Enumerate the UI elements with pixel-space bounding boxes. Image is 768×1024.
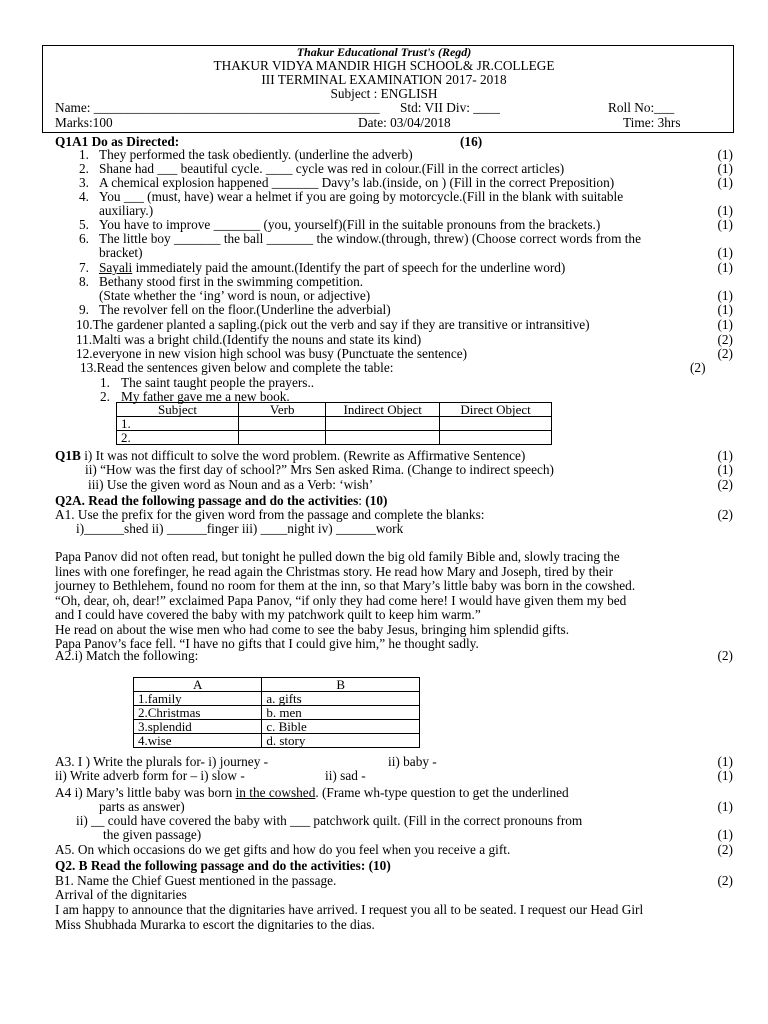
q2b-heading: Q2. B Read the following passage and do the activities: (10): [55, 858, 391, 873]
q2a-a3-plurals-ii: ii) baby -: [388, 754, 437, 769]
q2a-heading-marks-sep: :: [358, 493, 362, 508]
q2a-a5-marks: (2): [717, 842, 733, 857]
table-cell: 3.splendid: [134, 720, 262, 734]
passage-line: “Oh, dear, oh, dear!” exclaimed Papa Panov, “if only they had come here! I would have given them my bed: [55, 592, 627, 608]
q1b-ii-marks: (1): [717, 462, 733, 477]
q2a-a4-i-marks: (1): [717, 799, 733, 814]
q2b-b1-marks: (2): [717, 873, 733, 888]
q1a-item-marks: (1): [717, 175, 733, 190]
q2a-a4-i-text: A4 i) Mary’s little baby was born: [55, 785, 236, 800]
q1b-iii: iii) Use the given word as Noun and as a Verb: ‘wish’: [88, 477, 374, 492]
q1a-item-number: 2.: [79, 161, 89, 176]
q13-text: 13.Read the sentences given below and complete the table:: [80, 360, 394, 375]
table-row: [117, 417, 552, 431]
q2a-a4-i-cont: parts as answer): [99, 799, 185, 814]
table-cell[interactable]: [440, 431, 552, 445]
th-subject: Subject: [117, 403, 239, 417]
q1a-item-number: 3.: [79, 175, 89, 190]
q1a-marks: (16): [460, 134, 483, 149]
q2a-a4-ii-cont: the given passage): [103, 827, 202, 842]
table-row: [134, 720, 420, 734]
table-row: [134, 706, 420, 720]
q8-marks: (1): [717, 288, 733, 303]
q13-table: [116, 402, 552, 445]
table-cell[interactable]: [326, 431, 440, 445]
q2a-a2-marks: (2): [717, 648, 733, 663]
q2a-a3-plurals: A3. I ) Write the plurals for- i) journey -: [55, 754, 269, 769]
q2a-heading-marks: (10): [361, 493, 388, 508]
q2a-a3-adverb: ii) Write adverb form for – i) slow -: [55, 768, 245, 783]
q9-text: The revolver fell on the floor.(Underline the adverbial): [99, 302, 391, 317]
table-cell: c. Bible: [262, 720, 420, 734]
q1b-ii: ii) “How was the first day of school?” Mrs Sen asked Rima. (Change to indirect speech): [85, 462, 554, 477]
table-cell: 2.: [117, 431, 239, 445]
q1a-item-text: A chemical explosion happened _______ Davy’s lab.(inside, on ) (Fill in the correct Preposition): [99, 175, 615, 190]
q1a-item-marks: (1): [717, 217, 733, 232]
table-cell: b. men: [262, 706, 420, 720]
q1b-i-marks: (1): [717, 448, 733, 463]
passage-line: He read on about the wise men who had come to see the baby Jesus, bringing him splendid gifts.: [55, 621, 570, 637]
passage-line: journey to Bethlehem, found no room for them at the inn, so that Mary’s little baby was born in the cowshed.: [55, 578, 636, 593]
q2a-a5: A5. On which occasions do we get gifts and how do you feel when you receive a gift.: [55, 842, 511, 857]
q2a-a3-adverb-marks: (1): [717, 768, 733, 783]
school-name: THAKUR VIDYA MANDIR HIGH SCHOOL& JR.COLLEGE: [213, 58, 555, 73]
th-verb: Verb: [239, 403, 326, 417]
q8-instruction: (State whether the ‘ing’ word is noun, or adjective): [99, 288, 371, 303]
q2a-a2: A2.i) Match the following:: [55, 648, 199, 663]
q13-s1-num: 1.: [100, 375, 110, 390]
q1b-i-text: i) It was not difficult to solve the word problem. (Rewrite as Affirmative Sentence): [80, 448, 526, 463]
th-indirect-object: Indirect Object: [326, 403, 440, 417]
q2a-a1-blanks: i)______shed ii) ______finger iii) ____night iv) ______work: [76, 521, 404, 536]
q10-marks: (1): [717, 317, 733, 332]
table-row: [117, 431, 552, 445]
q1a-item-text: bracket): [99, 245, 143, 260]
q1a-item-number: 4.: [79, 189, 89, 204]
q1b-iii-marks: (2): [717, 477, 733, 492]
table-row: [134, 734, 420, 748]
marks: Marks:100: [55, 115, 113, 130]
match-table: [133, 677, 420, 748]
th-direct-object: Direct Object: [440, 403, 552, 417]
q9-num: 9.: [79, 302, 89, 317]
q13-s2-num: 2.: [100, 389, 110, 404]
q12-marks: (2): [717, 346, 733, 361]
match-header-b: B: [262, 678, 420, 692]
q1a-item-marks: (1): [717, 161, 733, 176]
q1a-item-text: Shane had ___ beautiful cycle. ____ cycle was red in colour.(Fill in the correct articles): [99, 161, 565, 176]
q11-marks: (2): [717, 332, 733, 347]
q2b-title: Arrival of the dignitaries: [55, 887, 187, 902]
passage-line: Papa Panov did not often read, but tonight he pulled down the big old family Bible and, slowly tracing the: [55, 549, 620, 564]
q1a-item-number: 6.: [79, 231, 89, 246]
q1a-item-text: The little boy _______ the ball _______ the window.(through, threw) (Choose correct words from the: [99, 231, 641, 246]
subject-line: Subject : ENGLISH: [330, 86, 438, 101]
table-cell: 2.Christmas: [134, 706, 262, 720]
q1a-item-text: You have to improve _______ (you, yourself)(Fill in the suitable pronouns from the brackets.): [99, 217, 601, 232]
q13-sentence-2: My father gave me a new book.: [121, 389, 290, 404]
passage-line: Papa Panov’s face fell. “I have no gifts that I could give him,” he thought sadly.: [55, 636, 479, 651]
q1a-item-number: 5.: [79, 217, 89, 232]
passage-line: I am happy to announce that the dignitaries have arrived. I request you all to be seated. I request our Head Girl: [55, 902, 644, 917]
q2a-heading-text: Q2A. Read the following passage and do the activities: [55, 493, 359, 508]
table-cell: d. story: [262, 734, 420, 748]
q11-text: 11.Malti was a bright child.(Identify the nouns and state its kind): [76, 332, 422, 347]
q7-rest: immediately paid the amount.(Identify the part of speech for the underline word): [132, 260, 566, 275]
passage-line: lines with one forefinger, he read again the Christmas story. He read how Mary and Joseph, tired by their: [55, 563, 614, 579]
q1b-label: Q1B: [55, 448, 81, 463]
q2a-a3-adverb-ii: ii) sad -: [325, 768, 366, 783]
q1a-item-text: They performed the task obediently. (underline the adverb): [99, 147, 413, 162]
q8-num: 8.: [79, 274, 89, 289]
exam-date: Date: 03/04/2018: [358, 115, 451, 130]
table-cell[interactable]: [239, 417, 326, 431]
q1a-item-marks: (1): [717, 147, 733, 162]
trust-name: Thakur Educational Trust's (Regd): [296, 45, 472, 59]
q2b-b1: B1. Name the Chief Guest mentioned in the passage.: [55, 873, 337, 888]
q2a-heading: [55, 494, 387, 507]
table-cell[interactable]: [440, 417, 552, 431]
q2a-a3-plurals-marks: (1): [717, 754, 733, 769]
table-cell: a. gifts: [262, 692, 420, 706]
std-div: Std: VII Div: ____: [400, 100, 500, 115]
q12-text: 12.everyone in new vision high school was busy (Punctuate the sentence): [76, 346, 468, 361]
match-header-a: A: [134, 678, 262, 692]
q9-marks: (1): [717, 302, 733, 317]
q2a-a4-ii-marks: (1): [717, 827, 733, 842]
q1a-item-number: 1.: [79, 147, 89, 162]
exam-time: Time: 3hrs: [623, 115, 681, 130]
q2a-a4-i: [55, 786, 569, 799]
q1a-item-marks: (1): [717, 203, 733, 218]
table-cell: 1.: [117, 417, 239, 431]
table-cell[interactable]: [326, 417, 440, 431]
q1a-item-text: auxiliary.): [99, 203, 154, 218]
match-header: [134, 678, 420, 692]
q2a-a1-marks: (2): [717, 507, 733, 522]
q7-marks: (1): [717, 260, 733, 275]
q1a-item-marks: (1): [717, 245, 733, 260]
q7-num: 7.: [79, 260, 89, 275]
q2a-a4-i-rest: . (Frame wh-type question to get the underlined: [315, 785, 569, 800]
q2a-a4-ii: ii) __ could have covered the baby with ___ patchwork quilt. (Fill in the correct pronouns from: [76, 813, 583, 828]
passage-line: Miss Shubhada Murarka to escort the dignitaries to the dias.: [55, 916, 375, 932]
table-cell: 1.family: [134, 692, 262, 706]
q7-underlined-word: Sayali: [99, 260, 133, 275]
q2a-a1: A1. Use the prefix for the given word from the passage and complete the blanks:: [55, 507, 485, 522]
q1a-item-text: You ___ (must, have) wear a helmet if you are going by motorcycle.(Fill in the blank with suitable: [99, 189, 624, 204]
exam-title: III TERMINAL EXAMINATION 2017- 2018: [261, 72, 507, 87]
q13-table-header: [117, 403, 552, 417]
q10-text: 10.The gardener planted a sapling.(pick out the verb and say if they are transitive or intransitive): [76, 317, 590, 332]
q8-text: Bethany stood first in the swimming competition.: [99, 274, 364, 289]
table-cell: 4.wise: [134, 734, 262, 748]
table-row: [134, 692, 420, 706]
passage-line: and I could have covered the baby with my patchwork quilt to keep him warm.”: [55, 607, 481, 622]
name-field: Name: ___________________________________________: [55, 100, 380, 115]
table-cell[interactable]: [239, 431, 326, 445]
q13-sentence-1: The saint taught people the prayers..: [121, 375, 315, 390]
q1a-heading: Q1A1 Do as Directed:: [55, 134, 180, 149]
roll-no: Roll No:___: [608, 100, 675, 115]
q13-marks: (2): [690, 360, 706, 375]
q2a-a4-i-underlined: in the cowshed: [235, 785, 316, 800]
